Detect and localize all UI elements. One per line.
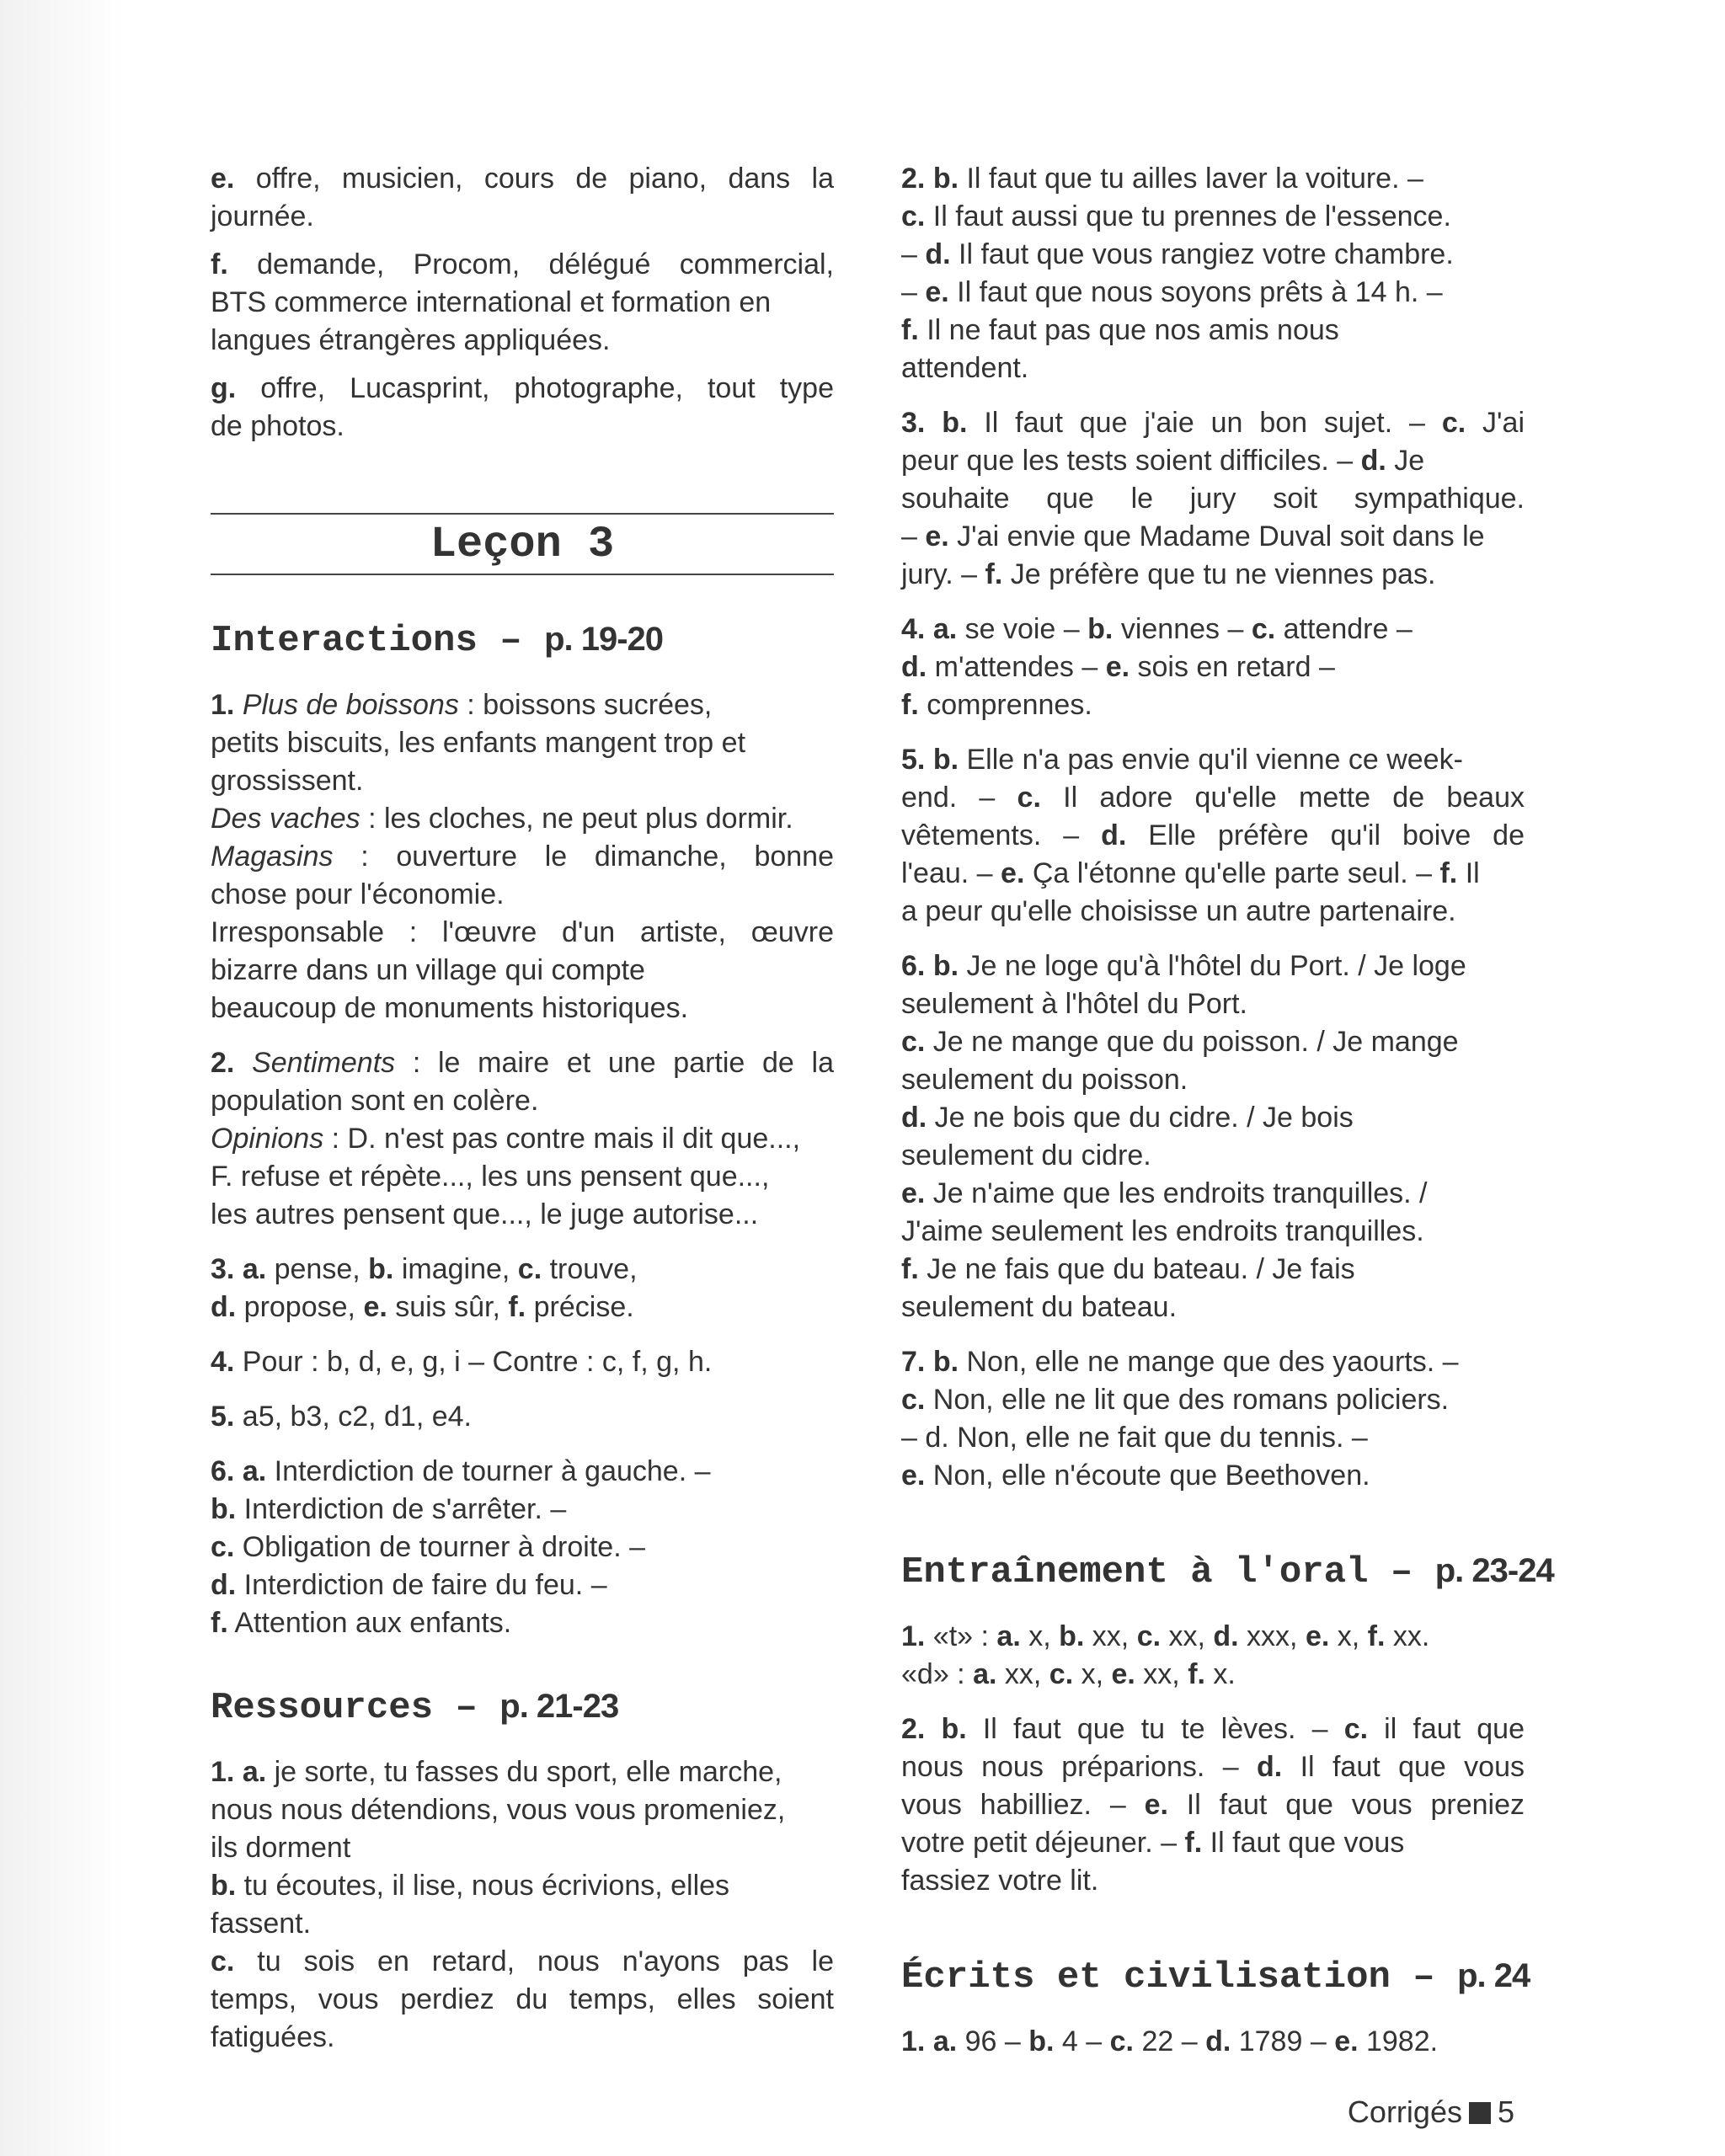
answer-text: attendre –	[1275, 613, 1413, 645]
right-column	[901, 160, 1554, 2078]
exercise-2	[211, 1044, 834, 1234]
exercise-6-cont	[901, 947, 1525, 1326]
item-letter: e.	[1144, 1789, 1168, 1821]
section-name: Interactions	[211, 620, 478, 662]
answer-text: : le maire et une partie de la	[395, 1047, 834, 1079]
answer-text: Je	[1386, 445, 1425, 477]
answer-text: imagine,	[393, 1253, 518, 1285]
italic-label: Opinions	[211, 1123, 324, 1155]
answer-text: 4 –	[1054, 2025, 1110, 2057]
exercise-6	[211, 1453, 834, 1642]
item-letter: a.	[242, 1756, 267, 1788]
answer-text: Non, elle ne lit que des romans policiers.	[925, 1384, 1450, 1416]
italic-label: Plus de boissons	[242, 689, 459, 721]
answer-text: temps, vous perdiez du temps, elles soient	[211, 1983, 834, 2015]
exercise-number: 5.	[211, 1401, 235, 1433]
item-letter: c.	[1049, 1658, 1074, 1690]
item-letter: c.	[901, 200, 926, 232]
answer-text: Il adore qu'elle mette de beaux	[1040, 782, 1525, 814]
exercise-number: 4.	[211, 1346, 235, 1378]
answer-text: peur que les tests soient difficiles. –	[901, 445, 1361, 477]
answer-text: l'eau. –	[901, 857, 1001, 889]
answer-text: tu écoutes, il lise, nous écrivions, elles	[236, 1870, 730, 1902]
item-letter: b.	[1087, 613, 1114, 645]
answer-text: Irresponsable : l'œuvre d'un artiste, œuvre	[211, 916, 834, 948]
answer-text: 1789 –	[1231, 2025, 1335, 2057]
answer-text: souhaite que le jury soit sympathique.	[901, 483, 1525, 515]
item-letter: a.	[932, 613, 958, 645]
answer-text: x,	[1329, 1620, 1368, 1652]
answer-text: tu sois en retard, nous n'ayons pas le	[234, 1945, 834, 1977]
answer-text: : D. n'est pas contre mais il dit que...,	[323, 1123, 801, 1155]
item-letter: f.	[1367, 1620, 1386, 1652]
item-letter: d.	[211, 1569, 237, 1601]
item-letter: b.	[1028, 2025, 1055, 2057]
lesson-heading-box	[211, 513, 834, 575]
answer-text: propose,	[236, 1291, 364, 1323]
section-pages: p. 23-24	[1434, 1552, 1554, 1589]
item-letter: c.	[1441, 407, 1466, 439]
item-letter: f.	[985, 558, 1003, 590]
section-pages: p. 19-20	[544, 621, 664, 658]
item-letter: c.	[1109, 2025, 1134, 2057]
answer-text: fassent.	[211, 1908, 312, 1940]
exercise-2-cont	[901, 160, 1525, 387]
italic-label: Sentiments	[252, 1047, 396, 1079]
answer-text: nous nous préparions. –	[901, 1751, 1257, 1783]
answer-text: Il	[1457, 857, 1480, 889]
answer-text: Je n'aime que les endroits tranquilles. /	[925, 1177, 1428, 1209]
answer-item-e	[211, 160, 834, 236]
answer-text: Ça l'étonne qu'elle parte seul. –	[1024, 857, 1440, 889]
item-letter: d.	[901, 1102, 927, 1134]
item-letter: f.	[901, 689, 919, 721]
exercise-4	[211, 1343, 834, 1381]
exercise-number: 3.	[211, 1253, 235, 1285]
exercise-number: 2.	[211, 1047, 235, 1079]
answer-text: xx,	[996, 1658, 1049, 1690]
answer-text: a peur qu'elle choisisse un autre partenaire.	[901, 895, 1456, 927]
answer-text: Il faut que tu te lèves. –	[966, 1713, 1344, 1745]
answer-text: Attention aux enfants.	[227, 1607, 512, 1639]
italic-label: Magasins	[211, 841, 334, 873]
answer-text: m'attendes –	[927, 651, 1106, 683]
oral-exercise-1	[901, 1618, 1525, 1694]
exercise-number: 2.	[901, 1713, 926, 1745]
item-text: journée.	[211, 200, 314, 232]
answer-text: : ouverture le dimanche, bonne	[333, 841, 834, 873]
answer-text: Elle n'a pas envie qu'il vienne ce week-	[959, 744, 1463, 776]
item-letter: b.	[941, 1713, 967, 1745]
section-title-ecrits	[901, 1952, 1530, 2001]
answer-text: : les cloches, ne peut plus dormir.	[360, 803, 793, 835]
exercise-number: 3.	[901, 407, 926, 439]
answer-text: comprennes.	[918, 689, 1092, 721]
answer-text: xx,	[1135, 1658, 1188, 1690]
answer-text: x,	[1020, 1620, 1060, 1652]
answer-text: J'ai	[1466, 407, 1525, 439]
answer-text: Il faut que tu ailles laver la voiture. –	[959, 163, 1423, 195]
exercise-number: 6.	[211, 1455, 235, 1487]
item-letter: e.	[901, 1177, 926, 1209]
answer-text: beaucoup de monuments historiques.	[211, 992, 689, 1024]
item-letter: d.	[1205, 2025, 1231, 2057]
item-letter: e.	[1305, 1620, 1330, 1652]
answer-text: Il faut que vous rangiez votre chambre.	[950, 238, 1454, 270]
item-letter: d.	[925, 238, 951, 270]
answer-text: chose pour l'économie.	[211, 878, 505, 910]
item-letter: a.	[996, 1620, 1021, 1652]
answer-text: je sorte, tu fasses du sport, elle marche,	[266, 1756, 782, 1788]
answer-text: –	[901, 238, 926, 270]
answer-text: Il faut que nous soyons prêts à 14 h. –	[948, 276, 1443, 308]
item-letter: b.	[932, 163, 959, 195]
item-letter: e.	[925, 276, 949, 308]
item-letter: c.	[901, 1384, 926, 1416]
item-letter: b.	[942, 407, 968, 439]
exercise-number: 5.	[901, 744, 926, 776]
oral-exercise-2	[901, 1710, 1525, 1900]
item-letter: e.	[901, 1460, 926, 1492]
item-text: BTS commerce international et formation en	[211, 286, 772, 318]
answer-text: 1982.	[1358, 2025, 1439, 2057]
item-letter: f.	[508, 1291, 526, 1323]
answer-text: fatiguées.	[211, 2021, 335, 2053]
answer-item-f	[211, 246, 834, 360]
answer-text: vêtements. –	[901, 819, 1102, 851]
item-letter: e.	[1105, 651, 1130, 683]
answer-text: 22 –	[1134, 2025, 1206, 2057]
answer-text: ils dorment	[211, 1832, 351, 1864]
item-text: demande, Procom, délégué commercial,	[227, 248, 834, 280]
item-letter: c.	[211, 1531, 235, 1563]
exercise-1	[211, 686, 834, 1027]
answer-text: «t» :	[925, 1620, 997, 1652]
answer-text: suis sûr,	[387, 1291, 509, 1323]
italic-label: Des vaches	[211, 803, 360, 835]
answer-text: Obligation de tourner à droite. –	[234, 1531, 645, 1563]
item-letter: e.	[1111, 1658, 1135, 1690]
answer-text: Elle préfère qu'il boive de	[1126, 819, 1525, 851]
section-dash: –	[1368, 1551, 1435, 1593]
section-name: Écrits et civilisation	[901, 1956, 1391, 1999]
answer-text: F. refuse et répète..., les uns pensent que...,	[211, 1161, 770, 1193]
answer-text: grossissent.	[211, 765, 364, 797]
exercise-number: 1.	[901, 2025, 926, 2057]
item-letter: c.	[517, 1253, 542, 1285]
answer-text: Je ne loge qu'à l'hôtel du Port. / Je loge	[959, 950, 1466, 982]
exercise-number: 1.	[211, 689, 235, 721]
answer-text: population sont en colère.	[211, 1085, 539, 1117]
answer-text: seulement à l'hôtel du Port.	[901, 988, 1247, 1020]
item-letter: d.	[1257, 1751, 1283, 1783]
answer-text: seulement du poisson.	[901, 1064, 1188, 1096]
answer-text: précise.	[526, 1291, 634, 1323]
exercise-number: 7.	[901, 1346, 926, 1378]
section-title-interactions	[211, 616, 834, 664]
answer-text: sois en retard –	[1130, 651, 1335, 683]
item-letter: a.	[973, 1658, 997, 1690]
section-pages: p. 24	[1457, 1957, 1530, 1994]
answer-text: Il faut que vous	[1202, 1827, 1405, 1859]
square-bullet-icon	[1469, 2102, 1491, 2124]
exercise-number: 2.	[901, 163, 926, 195]
item-letter: c.	[1343, 1713, 1369, 1745]
answer-text: se voie –	[957, 613, 1088, 645]
item-letter: f.	[211, 248, 228, 280]
answer-text: J'ai envie que Madame Duval soit dans le	[948, 520, 1485, 552]
exercise-number: 4.	[901, 613, 926, 645]
item-letter: a.	[242, 1455, 267, 1487]
answer-text: seulement du cidre.	[901, 1139, 1151, 1171]
item-letter: a.	[242, 1253, 267, 1285]
item-letter: b.	[1059, 1620, 1085, 1652]
answer-item-g	[211, 370, 834, 446]
answer-text: Non, elle ne mange que des yaourts. –	[959, 1346, 1459, 1378]
exercise-number: 6.	[901, 950, 926, 982]
answer-text: – d. Non, elle ne fait que du tennis. –	[901, 1422, 1368, 1454]
answer-text: Pour : b, d, e, g, i – Contre : c, f, g, h.	[234, 1346, 713, 1378]
answer-text: –	[901, 520, 926, 552]
answer-text: Interdiction de s'arrêter. –	[236, 1493, 567, 1525]
answer-text: Interdiction de tourner à gauche. –	[266, 1455, 711, 1487]
answer-text: trouve,	[542, 1253, 638, 1285]
answer-text: : boissons sucrées,	[458, 689, 713, 721]
section-pages: p. 21-23	[499, 1688, 619, 1725]
section-name: Entraînement à l'oral	[901, 1551, 1369, 1593]
answer-text: seulement du bateau.	[901, 1291, 1178, 1323]
item-letter: c.	[211, 1945, 235, 1977]
item-text: langues étrangères appliquées.	[211, 324, 611, 356]
item-letter: d.	[901, 651, 927, 683]
item-letter: b.	[932, 950, 959, 982]
answer-text: –	[901, 276, 926, 308]
answer-text: il faut que	[1368, 1713, 1525, 1745]
answer-text: x,	[1073, 1658, 1112, 1690]
ecrits-exercise-1	[901, 2023, 1525, 2061]
item-letter: b.	[368, 1253, 394, 1285]
item-letter: f.	[1184, 1827, 1203, 1859]
answer-text: end. –	[901, 782, 1017, 814]
answer-text: pense,	[266, 1253, 369, 1285]
item-letter: b.	[211, 1493, 237, 1525]
section-title-oral	[901, 1547, 1554, 1596]
exercise-number: 1.	[211, 1756, 235, 1788]
answer-text: petits biscuits, les enfants mangent trop et	[211, 727, 746, 759]
answer-text: attendent.	[901, 352, 1029, 384]
answer-text: Je préfère que tu ne viennes pas.	[1002, 558, 1436, 590]
answer-text: xx,	[1084, 1620, 1137, 1652]
answer-text: Il ne faut pas que nos amis nous	[918, 314, 1339, 346]
answer-text: votre petit déjeuner. –	[901, 1827, 1185, 1859]
answer-text: Il faut que j'aie un bon sujet. –	[967, 407, 1442, 439]
exercise-4-cont	[901, 611, 1525, 724]
item-letter: f.	[901, 314, 919, 346]
answer-text: bizarre dans un village qui compte	[211, 954, 645, 986]
item-letter: b.	[932, 1346, 959, 1378]
lesson-title: Leçon 3	[430, 520, 615, 569]
item-letter: e.	[363, 1291, 387, 1323]
item-text: offre, musicien, cours de piano, dans la	[234, 163, 834, 195]
item-letter: g.	[211, 372, 237, 404]
item-letter: d.	[1213, 1620, 1239, 1652]
section-dash: –	[1390, 1956, 1458, 1999]
answer-text: Je ne fais que du bateau. / Je fais	[918, 1253, 1355, 1285]
item-text: de photos.	[211, 410, 344, 442]
answer-text: x.	[1204, 1658, 1236, 1690]
answer-text: jury. –	[901, 558, 985, 590]
answer-text: 96 –	[957, 2025, 1029, 2057]
answer-text: fassiez votre lit.	[901, 1865, 1099, 1897]
left-column	[211, 160, 834, 2073]
item-letter: d.	[211, 1291, 237, 1323]
answer-text: Interdiction de faire du feu. –	[236, 1569, 607, 1601]
exercise-5	[211, 1398, 834, 1436]
answer-text: xx.	[1385, 1620, 1430, 1652]
page-footer	[1348, 2094, 1514, 2131]
item-letter: b.	[211, 1870, 237, 1902]
section-name: Ressources	[211, 1687, 434, 1729]
item-letter: e.	[1334, 2025, 1359, 2057]
answer-text: xxx,	[1238, 1620, 1306, 1652]
answer-text: Il faut aussi que tu prennes de l'essence.	[925, 200, 1451, 232]
item-letter: e.	[1001, 857, 1025, 889]
page-number: 5	[1497, 2095, 1514, 2129]
exercise-1-ressources	[211, 1753, 834, 2057]
exercise-5-cont	[901, 741, 1525, 931]
page-edge-shadow	[0, 0, 125, 2156]
exercise-3	[211, 1251, 834, 1326]
item-text: offre, Lucasprint, photographe, tout type	[236, 372, 834, 404]
answer-text: Il faut que vous	[1282, 1751, 1525, 1783]
answer-text: viennes –	[1113, 613, 1252, 645]
answer-text: nous nous détendions, vous vous promeniez,	[211, 1794, 786, 1826]
answer-text: les autres pensent que..., le juge autorise...	[211, 1198, 759, 1230]
item-letter: f.	[901, 1253, 919, 1285]
item-letter: c.	[1017, 782, 1041, 814]
answer-text: Il faut que vous preniez	[1167, 1789, 1525, 1821]
footer-label: Corrigés	[1347, 2095, 1462, 2129]
item-letter: f.	[1439, 857, 1458, 889]
answer-text: xx,	[1161, 1620, 1214, 1652]
item-letter: e.	[925, 520, 949, 552]
item-letter: c.	[1251, 613, 1276, 645]
answer-text: Non, elle n'écoute que Beethoven.	[925, 1460, 1370, 1492]
exercise-3-cont	[901, 404, 1525, 594]
item-letter: d.	[1101, 819, 1127, 851]
answer-text: Je ne mange que du poisson. / Je mange	[925, 1026, 1459, 1058]
exercise-number: 1.	[901, 1620, 926, 1652]
section-dash: –	[477, 620, 545, 662]
item-letter: f.	[1188, 1658, 1205, 1690]
item-letter: c.	[901, 1026, 926, 1058]
item-letter: d.	[1360, 445, 1386, 477]
answer-text: J'aime seulement les endroits tranquilles.	[901, 1215, 1424, 1247]
item-letter: c.	[1136, 1620, 1162, 1652]
answer-text: Je ne bois que du cidre. / Je bois	[927, 1102, 1354, 1134]
item-letter: b.	[932, 744, 959, 776]
exercise-7-cont	[901, 1343, 1525, 1495]
section-title-ressources	[211, 1683, 834, 1732]
section-dash: –	[433, 1687, 500, 1729]
item-letter: f.	[211, 1607, 228, 1639]
answer-text: a5, b3, c2, d1, e4.	[234, 1401, 473, 1433]
item-letter: a.	[932, 2025, 958, 2057]
answer-text: vous habilliez. –	[901, 1789, 1145, 1821]
answer-text: «d» :	[901, 1658, 974, 1690]
item-letter: e.	[211, 163, 235, 195]
